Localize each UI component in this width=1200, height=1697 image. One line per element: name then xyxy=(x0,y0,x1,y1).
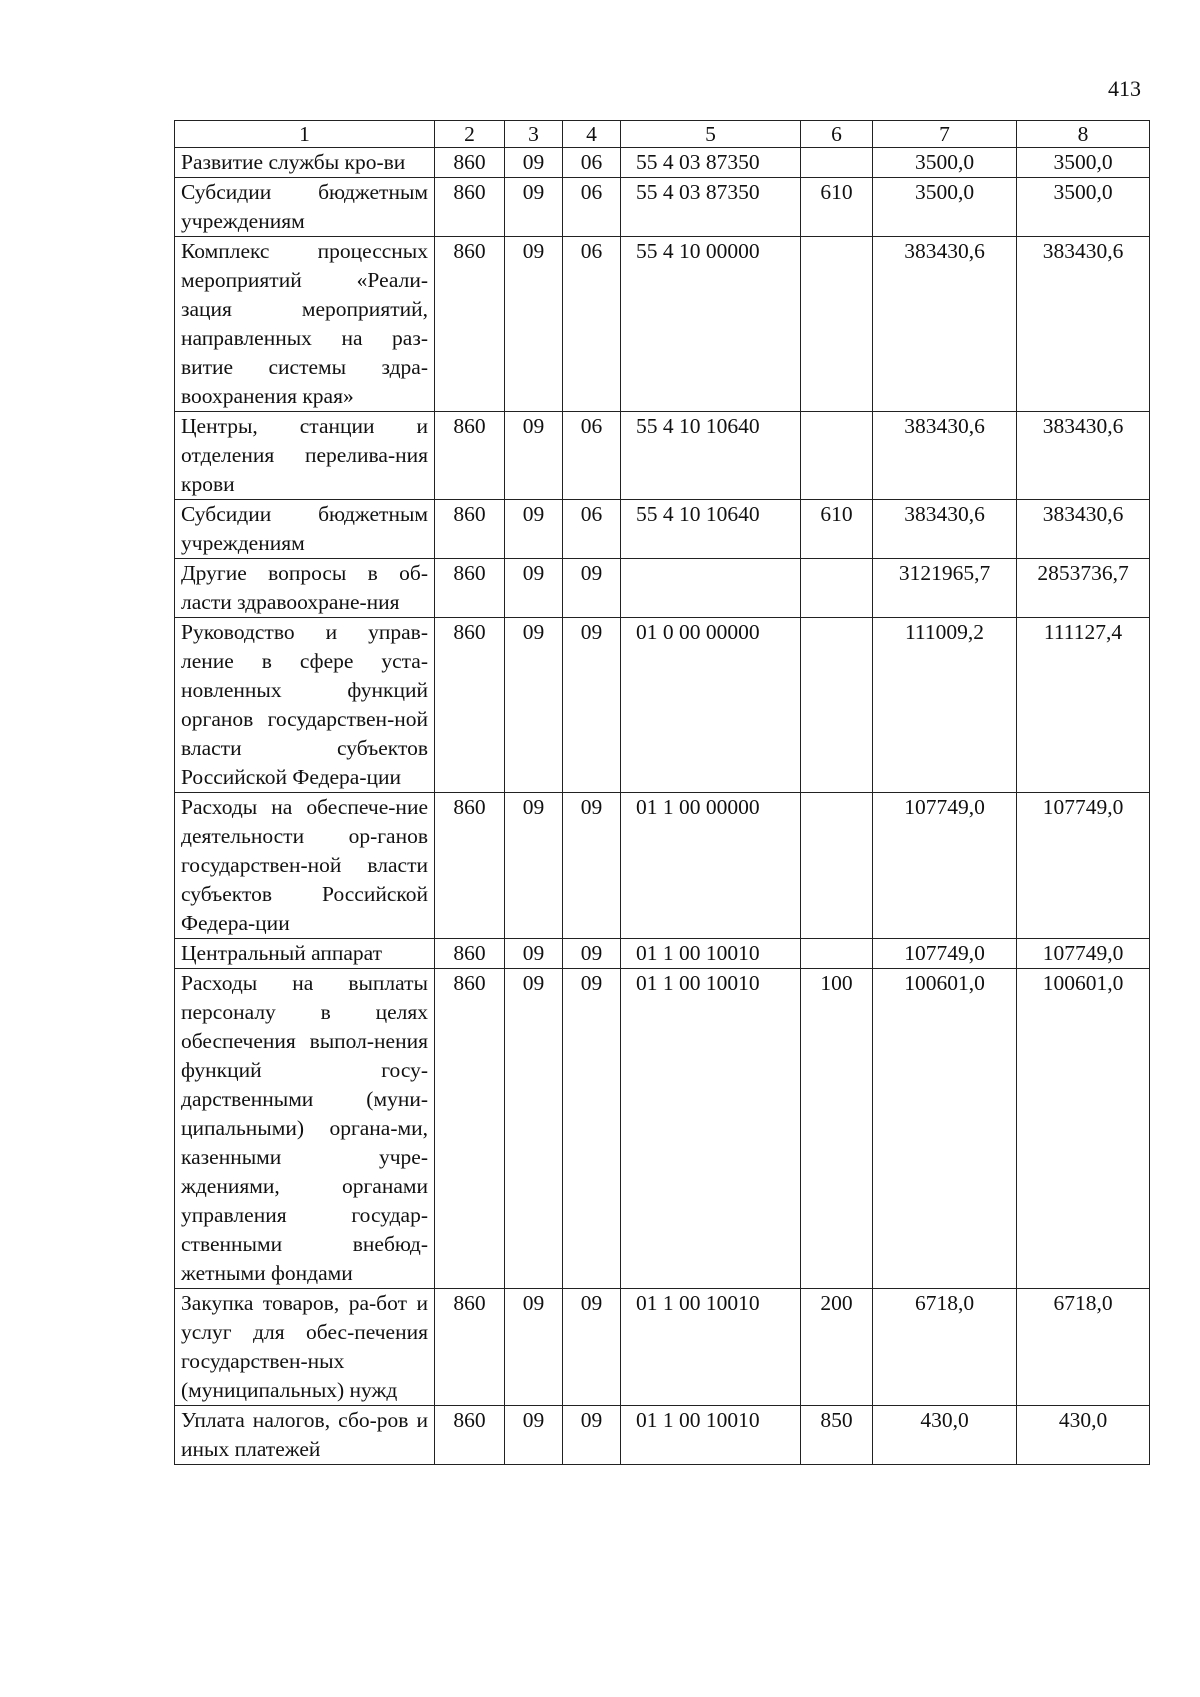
table-row xyxy=(175,793,1150,939)
row-csr-cell: 01 1 00 10010 xyxy=(621,1289,801,1406)
row-pr-cell: 06 xyxy=(563,178,621,237)
row-pr-cell: 06 xyxy=(563,412,621,500)
row-amount-2-cell: 107749,0 xyxy=(1017,793,1150,939)
row-name-cell: Другие вопросы в об-ласти здравоохране-ния xyxy=(175,559,435,618)
row-name-cell: Субсидии бюджетным учреждениям xyxy=(175,500,435,559)
row-pr-cell: 09 xyxy=(563,559,621,618)
row-amount-1-cell: 430,0 xyxy=(873,1406,1017,1465)
column-number-1: 1 xyxy=(175,121,435,148)
row-rz-cell: 09 xyxy=(505,1406,563,1465)
row-amount-2-cell: 383430,6 xyxy=(1017,500,1150,559)
row-vr-cell xyxy=(801,237,873,412)
row-csr-cell: 55 4 10 10640 xyxy=(621,500,801,559)
row-name-cell: Центры, станции и отделения перелива-ния крови xyxy=(175,412,435,500)
row-name-cell: Комплекс процессных мероприятий «Реали-зация мероприятий, направленных на раз-витие системы здра-воохранения края» xyxy=(175,237,435,412)
row-amount-1-cell: 3500,0 xyxy=(873,148,1017,178)
row-ved-cell: 860 xyxy=(435,793,505,939)
table-row xyxy=(175,237,1150,412)
table-row xyxy=(175,939,1150,969)
row-pr-cell: 09 xyxy=(563,618,621,793)
row-name-cell: Развитие службы кро-ви xyxy=(175,148,435,178)
table-row xyxy=(175,559,1150,618)
column-number-6: 6 xyxy=(801,121,873,148)
row-ved-cell: 860 xyxy=(435,237,505,412)
row-amount-2-cell: 107749,0 xyxy=(1017,939,1150,969)
row-amount-1-cell: 6718,0 xyxy=(873,1289,1017,1406)
row-vr-cell xyxy=(801,148,873,178)
row-rz-cell: 09 xyxy=(505,412,563,500)
table-body xyxy=(175,121,1150,1465)
row-rz-cell: 09 xyxy=(505,618,563,793)
row-csr-cell: 01 1 00 10010 xyxy=(621,1406,801,1465)
row-pr-cell: 09 xyxy=(563,939,621,969)
row-rz-cell: 09 xyxy=(505,969,563,1289)
row-pr-cell: 06 xyxy=(563,148,621,178)
row-csr-cell: 01 1 00 10010 xyxy=(621,939,801,969)
row-amount-2-cell: 2853736,7 xyxy=(1017,559,1150,618)
row-name-cell: Закупка товаров, ра-бот и услуг для обес-печения государствен-ных (муниципальных) нужд xyxy=(175,1289,435,1406)
row-rz-cell: 09 xyxy=(505,1289,563,1406)
page-number: 413 xyxy=(1108,76,1141,101)
row-ved-cell: 860 xyxy=(435,178,505,237)
row-csr-cell: 01 1 00 10010 xyxy=(621,969,801,1289)
row-vr-cell: 850 xyxy=(801,1406,873,1465)
row-csr-cell: 55 4 03 87350 xyxy=(621,148,801,178)
row-name-cell: Субсидии бюджетным учреждениям xyxy=(175,178,435,237)
row-pr-cell: 09 xyxy=(563,1289,621,1406)
row-ved-cell: 860 xyxy=(435,618,505,793)
row-amount-1-cell: 383430,6 xyxy=(873,237,1017,412)
row-csr-cell: 55 4 03 87350 xyxy=(621,178,801,237)
row-name-cell: Уплата налогов, сбо-ров и иных платежей xyxy=(175,1406,435,1465)
column-number-2: 2 xyxy=(435,121,505,148)
table-header-row xyxy=(175,121,1150,148)
row-vr-cell: 610 xyxy=(801,178,873,237)
budget-table xyxy=(174,120,1150,1465)
column-number-8: 8 xyxy=(1017,121,1150,148)
row-vr-cell xyxy=(801,939,873,969)
row-amount-2-cell: 3500,0 xyxy=(1017,178,1150,237)
row-ved-cell: 860 xyxy=(435,1406,505,1465)
table-row xyxy=(175,969,1150,1289)
row-ved-cell: 860 xyxy=(435,1289,505,1406)
column-number-3: 3 xyxy=(505,121,563,148)
row-rz-cell: 09 xyxy=(505,939,563,969)
column-number-4: 4 xyxy=(563,121,621,148)
row-name-cell: Расходы на выплаты персоналу в целях обеспечения выпол-нения функций госу-дарственными (муни-ципальными) органа-ми, казенными учре-ждениями, органами управления государ-ственными внебюд-жетными фондами xyxy=(175,969,435,1289)
table-row xyxy=(175,178,1150,237)
row-ved-cell: 860 xyxy=(435,412,505,500)
row-amount-2-cell: 3500,0 xyxy=(1017,148,1150,178)
row-amount-2-cell: 111127,4 xyxy=(1017,618,1150,793)
row-amount-1-cell: 383430,6 xyxy=(873,412,1017,500)
table-row xyxy=(175,412,1150,500)
row-amount-2-cell: 6718,0 xyxy=(1017,1289,1150,1406)
row-pr-cell: 06 xyxy=(563,500,621,559)
row-ved-cell: 860 xyxy=(435,559,505,618)
row-rz-cell: 09 xyxy=(505,500,563,559)
row-csr-cell: 01 1 00 00000 xyxy=(621,793,801,939)
row-vr-cell xyxy=(801,618,873,793)
row-name-cell: Руководство и управ-ление в сфере уста-новленных функций органов государствен-ной власти субъектов Российской Федера-ции xyxy=(175,618,435,793)
row-vr-cell: 100 xyxy=(801,969,873,1289)
column-number-5: 5 xyxy=(621,121,801,148)
row-name-cell: Расходы на обеспече-ние деятельности ор-ганов государствен-ной власти субъектов Российской Федера-ции xyxy=(175,793,435,939)
row-amount-1-cell: 111009,2 xyxy=(873,618,1017,793)
row-amount-1-cell: 107749,0 xyxy=(873,793,1017,939)
table-row xyxy=(175,1289,1150,1406)
row-rz-cell: 09 xyxy=(505,237,563,412)
row-amount-1-cell: 3121965,7 xyxy=(873,559,1017,618)
row-ved-cell: 860 xyxy=(435,939,505,969)
row-pr-cell: 09 xyxy=(563,793,621,939)
row-csr-cell: 01 0 00 00000 xyxy=(621,618,801,793)
row-amount-1-cell: 100601,0 xyxy=(873,969,1017,1289)
row-rz-cell: 09 xyxy=(505,793,563,939)
table-row xyxy=(175,500,1150,559)
row-vr-cell xyxy=(801,412,873,500)
row-ved-cell: 860 xyxy=(435,969,505,1289)
row-amount-2-cell: 430,0 xyxy=(1017,1406,1150,1465)
row-ved-cell: 860 xyxy=(435,500,505,559)
row-amount-2-cell: 383430,6 xyxy=(1017,237,1150,412)
row-csr-cell: 55 4 10 00000 xyxy=(621,237,801,412)
row-ved-cell: 860 xyxy=(435,148,505,178)
row-amount-1-cell: 107749,0 xyxy=(873,939,1017,969)
row-amount-1-cell: 3500,0 xyxy=(873,178,1017,237)
table-row xyxy=(175,148,1150,178)
row-vr-cell xyxy=(801,793,873,939)
row-rz-cell: 09 xyxy=(505,178,563,237)
row-amount-1-cell: 383430,6 xyxy=(873,500,1017,559)
column-number-7: 7 xyxy=(873,121,1017,148)
row-name-cell: Центральный аппарат xyxy=(175,939,435,969)
row-amount-2-cell: 100601,0 xyxy=(1017,969,1150,1289)
row-pr-cell: 06 xyxy=(563,237,621,412)
row-vr-cell: 610 xyxy=(801,500,873,559)
row-csr-cell: 55 4 10 10640 xyxy=(621,412,801,500)
row-rz-cell: 09 xyxy=(505,559,563,618)
table-row xyxy=(175,1406,1150,1465)
row-rz-cell: 09 xyxy=(505,148,563,178)
row-vr-cell: 200 xyxy=(801,1289,873,1406)
row-pr-cell: 09 xyxy=(563,1406,621,1465)
row-csr-cell xyxy=(621,559,801,618)
row-vr-cell xyxy=(801,559,873,618)
row-pr-cell: 09 xyxy=(563,969,621,1289)
table-row xyxy=(175,618,1150,793)
row-amount-2-cell: 383430,6 xyxy=(1017,412,1150,500)
